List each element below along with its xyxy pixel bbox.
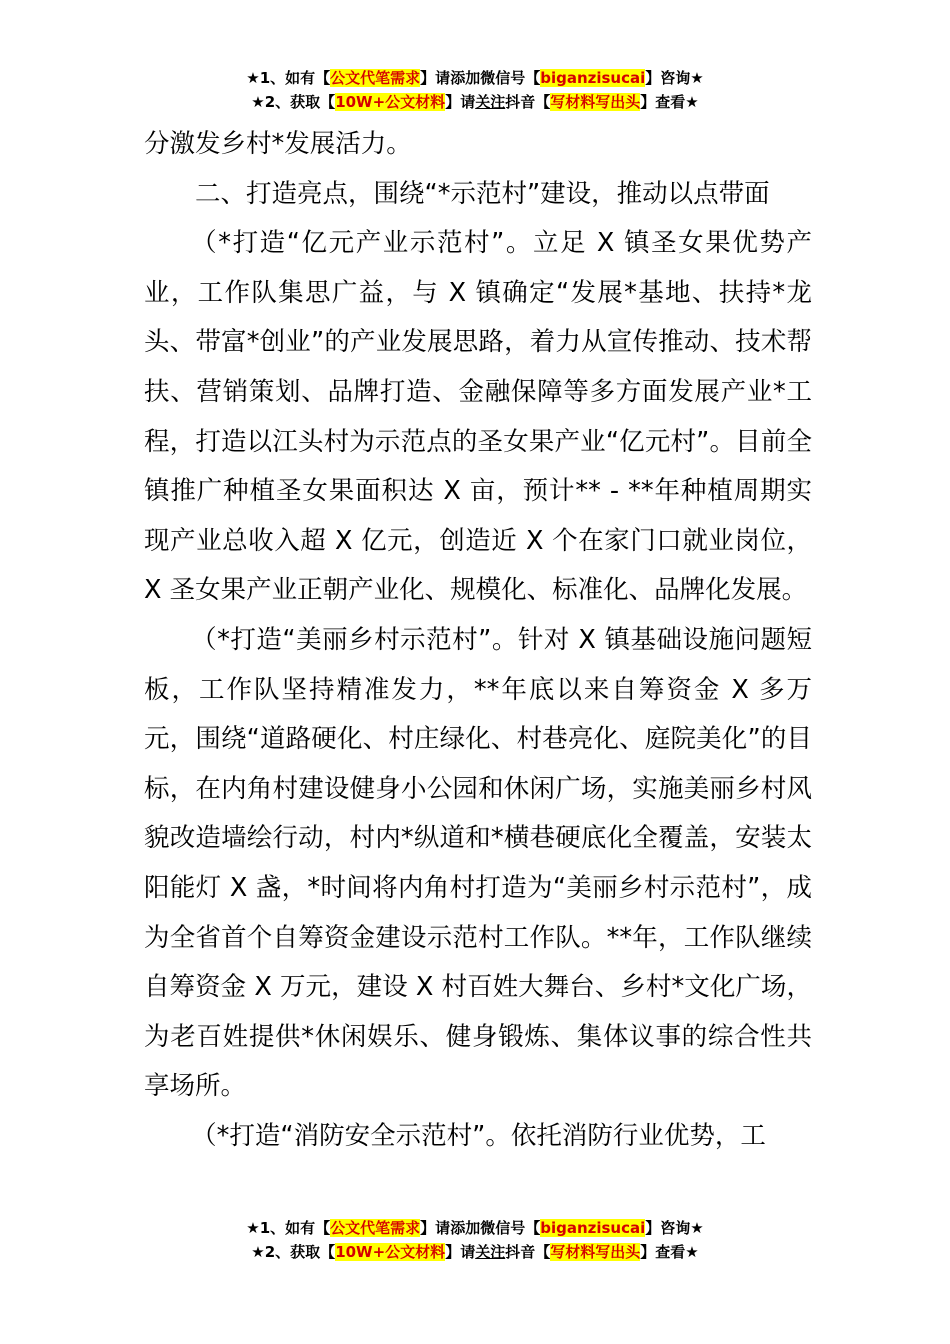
document-body [144, 120, 812, 1161]
star-icon: ★ [251, 1243, 265, 1261]
emphasis-follow: 关注 [475, 1243, 506, 1261]
emphasis-follow: 关注 [475, 93, 506, 111]
banner-line-2: ★2、获取【10W+公文材料】请关注抖音【写材料写出头】查看★ [251, 93, 699, 111]
highlight-service: 公文代笔需求 [330, 69, 421, 87]
star-icon: ★ [246, 69, 260, 87]
section-heading: 二、打造亮点，围绕“*示范村”建设，推动以点带面 [195, 178, 770, 209]
paragraph-industry: （*打造“亿元产业示范村”。立足 X 镇圣女果优势产业，工作队集思广益，与 X 镇确定“发展*基地、扶持*龙头、带富*创业”的产业发展思路，着力从宣传推动、技术帮扶、营销策划、品牌打造、金融保障等多方面发展产业*工程，打造以江头村为示范点的圣女果产业“亿元村”。目前全镇推广种植圣女果面积达 X 亩，预计** - **年种植周期实现产业总收入超 X 亿元，创造近 X 个在家门口就业岗位，X 圣女果产业正朝产业化、规模化、标准化、品牌化发展。 [144, 228, 812, 606]
paragraph-beautiful-village: （*打造“美丽乡村示范村”。针对 X 镇基础设施问题短板，工作队坚持精准发力，**年底以来自筹资金 X 多万元，围绕“道路硬化、村庄绿化、村巷亮化、庭院美化”的目标，在内角村建设健身小公园和休闲广场，实施美丽乡村风貌改造墙绘行动，村内*纵道和*横巷硬底化全覆盖，安装太阳能灯 X 盏，*时间将内角村打造为“美丽乡村示范村”，成为全省首个自筹资金建设示范村工作队。**年，工作队继续自筹资金 X 万元，建设 X 村百姓大舞台、乡村*文化广场，为老百姓提供*休闲娱乐、健身锻炼、集体议事的综合性共享场所。 [144, 624, 812, 1102]
banner-line-2: ★2、获取【10W+公文材料】请关注抖音【写材料写出头】查看★ [251, 1243, 699, 1261]
banner-line-1: ★1、如有【公文代笔需求】请添加微信号【biganzisucai】咨询★ [246, 69, 704, 87]
paragraph-fire-safety: （*打造“消防安全示范村”。依托消防行业优势，工 [191, 1120, 766, 1151]
highlight-wechat-id: biganzisucai [540, 69, 646, 87]
banner-line-1: ★1、如有【公文代笔需求】请添加微信号【biganzisucai】咨询★ [246, 1219, 704, 1237]
emphasis-add: 添加 [450, 69, 481, 87]
footer-banner [0, 1216, 950, 1264]
highlight-douyin-account: 写材料写出头 [550, 1243, 641, 1261]
highlight-materials: 10W+公文材料 [335, 1243, 446, 1261]
header-banner [0, 66, 950, 114]
star-icon: ★ [251, 93, 265, 111]
highlight-service: 公文代笔需求 [330, 1219, 421, 1237]
star-icon: ★ [246, 1219, 260, 1237]
highlight-douyin-account: 写材料写出头 [550, 93, 641, 111]
emphasis-add: 添加 [450, 1219, 481, 1237]
highlight-wechat-id: biganzisucai [540, 1219, 646, 1237]
paragraph-continuation: 分激发乡村*发展活力。 [144, 129, 412, 159]
highlight-materials: 10W+公文材料 [335, 93, 446, 111]
